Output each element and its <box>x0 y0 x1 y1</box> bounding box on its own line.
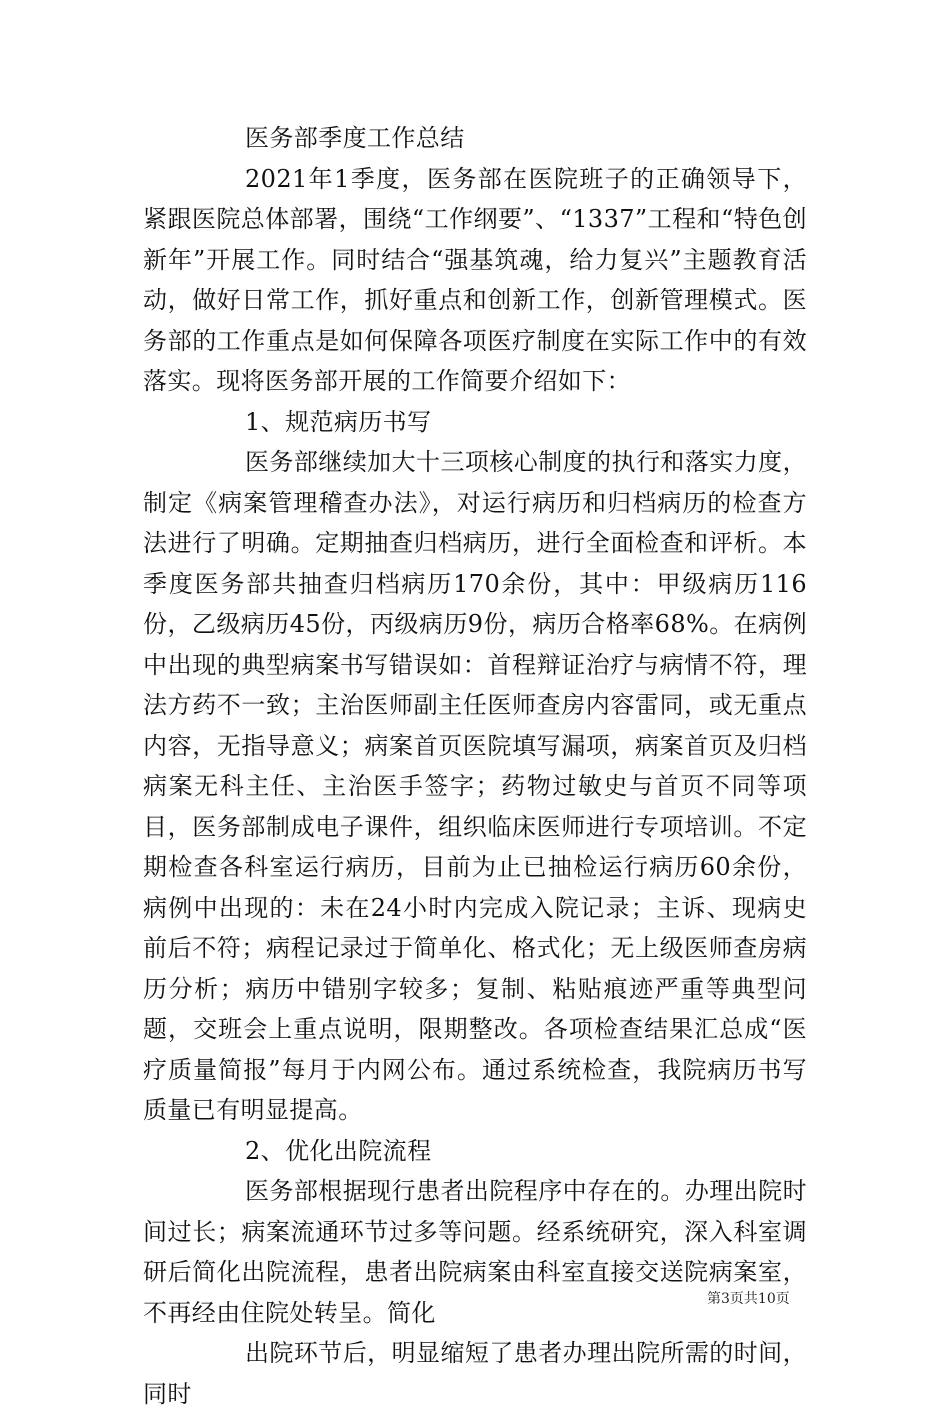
paragraph-intro: 2021年1季度，医务部在医院班子的正确领导下，紧跟医院总体部署，围绕“工作纲要”、“1337”工程和“特色创新年”开展工作。同时结合“强基筑魂，给力复兴”主题教育活动，做好日常工作，抓好重点和创新工作，创新管理模式。医务部的工作重点是如何保障各项医疗制度在实际工作中的有效落实。现将医务部开展的工作简要介绍如下： <box>143 164 807 395</box>
paragraph-discharge-process: 医务部根据现行患者出院程序中存在的。办理出院时间过长；病案流通环节过多等问题。经系统研究，深入科室调研后简化出院流程，患者出院病案由科室直接交送院病案室，不再经由住院处转呈。简化 <box>143 1177 807 1327</box>
page-number: 第3页共10页 <box>707 1291 790 1307</box>
document-body <box>143 118 807 1414</box>
document-title: 医务部季度工作总结 <box>245 124 465 152</box>
paragraph-medical-records: 医务部继续加大十三项核心制度的执行和落实力度，制定《病案管理稽查办法》，对运行病历和归档病历的检查方法进行了明确。定期抽查归档病历，进行全面检查和评析。本季度医务部共抽查归档病历170余份，其中：甲级病历116份，乙级病历45份，丙级病历9份，病历合格率68%。在病例中出现的典型病案书写错误如：首程辩证治疗与病情不符，理法方药不一致；主治医师副主任医师查房内容雷同，或无重点内容，无指导意义；病案首页医院填写漏项，病案首页及归档病案无科主任、主治医手签字；药物过敏史与首页不同等项目，医务部制成电子课件，组织临床医师进行专项培训。不定期检查各科室运行病历，目前为止已抽检运行病历60余份，病例中出现的：未在24小时内完成入院记录；主诉、现病史前后不符；病程记录过于简单化、格式化；无上级医师查房病历分析；病历中错别字较多；复制、粘贴痕迹严重等典型问题，交班会上重点说明，限期整改。各项检查结果汇总成“医疗质量简报”每月于内网公布。通过系统检查，我院病历书写质量已有明显提高。 <box>143 448 807 1124</box>
paragraph-continuation: 出院环节后，明显缩短了患者办理出院所需的时间，同时 <box>143 1339 807 1408</box>
section-heading-2: 2、优化出院流程 <box>245 1136 432 1165</box>
section-heading-1: 1、规范病历书写 <box>245 407 432 436</box>
